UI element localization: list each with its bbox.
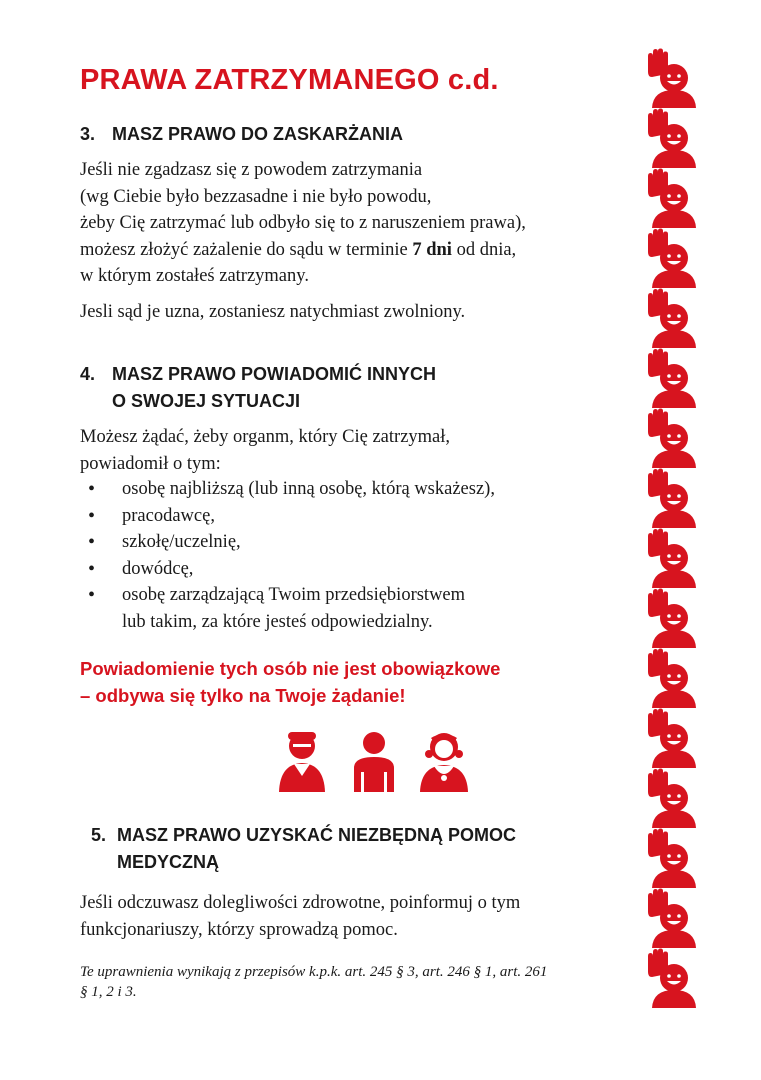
- list-item: • pracodawcę,: [80, 503, 495, 530]
- section-heading-text: MASZ PRAWO DO ZASKARŻANIA: [112, 124, 403, 144]
- text-line: funkcjonariuszy, którzy sprowadzą pomoc.: [80, 919, 398, 940]
- raised-hand-person-icon: [642, 828, 696, 888]
- list-item-text: osobę zarządzającą Twoim przedsiębiorstwem: [122, 585, 466, 605]
- text-line: Jeśli odczuwasz dolegliwości zdrowotne, poinformuj o tym: [80, 893, 521, 913]
- section-4-heading: [80, 361, 436, 415]
- section-number: 5.: [91, 825, 107, 845]
- raised-hand-person-icon: [642, 348, 696, 408]
- warning-text: [80, 656, 500, 709]
- section-3-heading: [80, 121, 403, 148]
- section-5-heading: [91, 822, 516, 876]
- man-icon: [279, 732, 325, 792]
- section-number: 3.: [80, 124, 96, 144]
- raised-hand-person-icon: [642, 948, 696, 1008]
- person-icon: [354, 732, 394, 792]
- raised-hand-person-icon: [642, 648, 696, 708]
- people-illustration: [274, 730, 474, 794]
- text-line: żeby Cię zatrzymać lub odbyło się to z naruszeniem prawa),: [80, 213, 526, 233]
- text-line: powiadomił o tym:: [80, 453, 221, 474]
- text-line: Jeśli nie zgadzasz się z powodem zatrzymania: [80, 160, 423, 180]
- text-line: – odbywa się tylko na Twoje żądanie!: [80, 684, 406, 706]
- section-heading-text: MASZ PRAWO UZYSKAĆ NIEZBĘDNĄ POMOC: [117, 825, 517, 845]
- raised-hand-person-icon: [642, 468, 696, 528]
- list-item: [80, 582, 495, 635]
- text-span: od dnia,: [451, 239, 517, 260]
- text-line: Te uprawnienia wynikają z przepisów k.p.k. art. 245 § 3, art. 246 § 1, art. 261: [80, 964, 548, 980]
- raised-hand-person-icon: [642, 408, 696, 468]
- text-line: Możesz żądać, żeby organm, który Cię zatrzymał,: [80, 427, 451, 447]
- section-heading-text: MASZ PRAWO POWIADOMIĆ INNYCH: [112, 364, 436, 384]
- legal-footnote: [80, 962, 640, 1002]
- list-item: • dowódcę,: [80, 556, 495, 583]
- raised-hand-person-icon: [642, 528, 696, 588]
- text-line: (wg Ciebie było bezzasadne i nie było powodu,: [80, 186, 432, 207]
- raised-hand-person-icon: [642, 588, 696, 648]
- list-item: • osobę najbliższą (lub inną osobę, którą wskażesz),: [80, 476, 495, 503]
- raised-hand-person-icon: [642, 288, 696, 348]
- deadline-emphasis: 7 dni: [412, 239, 452, 260]
- raised-hand-person-icon: [642, 888, 696, 948]
- text-line: § 1, 2 i 3.: [80, 984, 137, 1000]
- raised-hand-person-icon: [642, 108, 696, 168]
- text-line: w którym zostałeś zatrzymany.: [80, 266, 309, 286]
- notify-list: [80, 476, 495, 635]
- section-4-intro: [80, 424, 640, 477]
- list-item-text: lub takim, za które jesteś odpowiedzialny.: [122, 611, 433, 632]
- section-3-paragraph: [80, 157, 640, 290]
- section-3-release-text: Jesli sąd je uzna, zostaniesz natychmiast zwolniony.: [80, 302, 466, 322]
- raised-hand-person-icon: [642, 708, 696, 768]
- section-heading-text: O SWOJEJ SYTUACJI: [112, 391, 301, 411]
- side-icon-column: [642, 48, 698, 1008]
- list-item: • szkołę/uczelnię,: [80, 529, 495, 556]
- section-heading-text: MEDYCZNĄ: [117, 852, 219, 872]
- section-5-paragraph: [80, 890, 640, 943]
- raised-hand-person-icon: [642, 228, 696, 288]
- raised-hand-person-icon: [642, 168, 696, 228]
- page-title: PRAWA ZATRZYMANEGO c.d.: [80, 64, 499, 96]
- raised-hand-person-icon: [642, 48, 696, 108]
- section-number: 4.: [80, 364, 96, 384]
- woman-icon: [420, 733, 468, 792]
- text-line: Powiadomienie tych osób nie jest obowiązkowe: [80, 658, 501, 679]
- text-line: [80, 237, 640, 264]
- text-span: możesz złożyć zażalenie do sądu w terminie: [80, 239, 413, 260]
- raised-hand-person-icon: [642, 768, 696, 828]
